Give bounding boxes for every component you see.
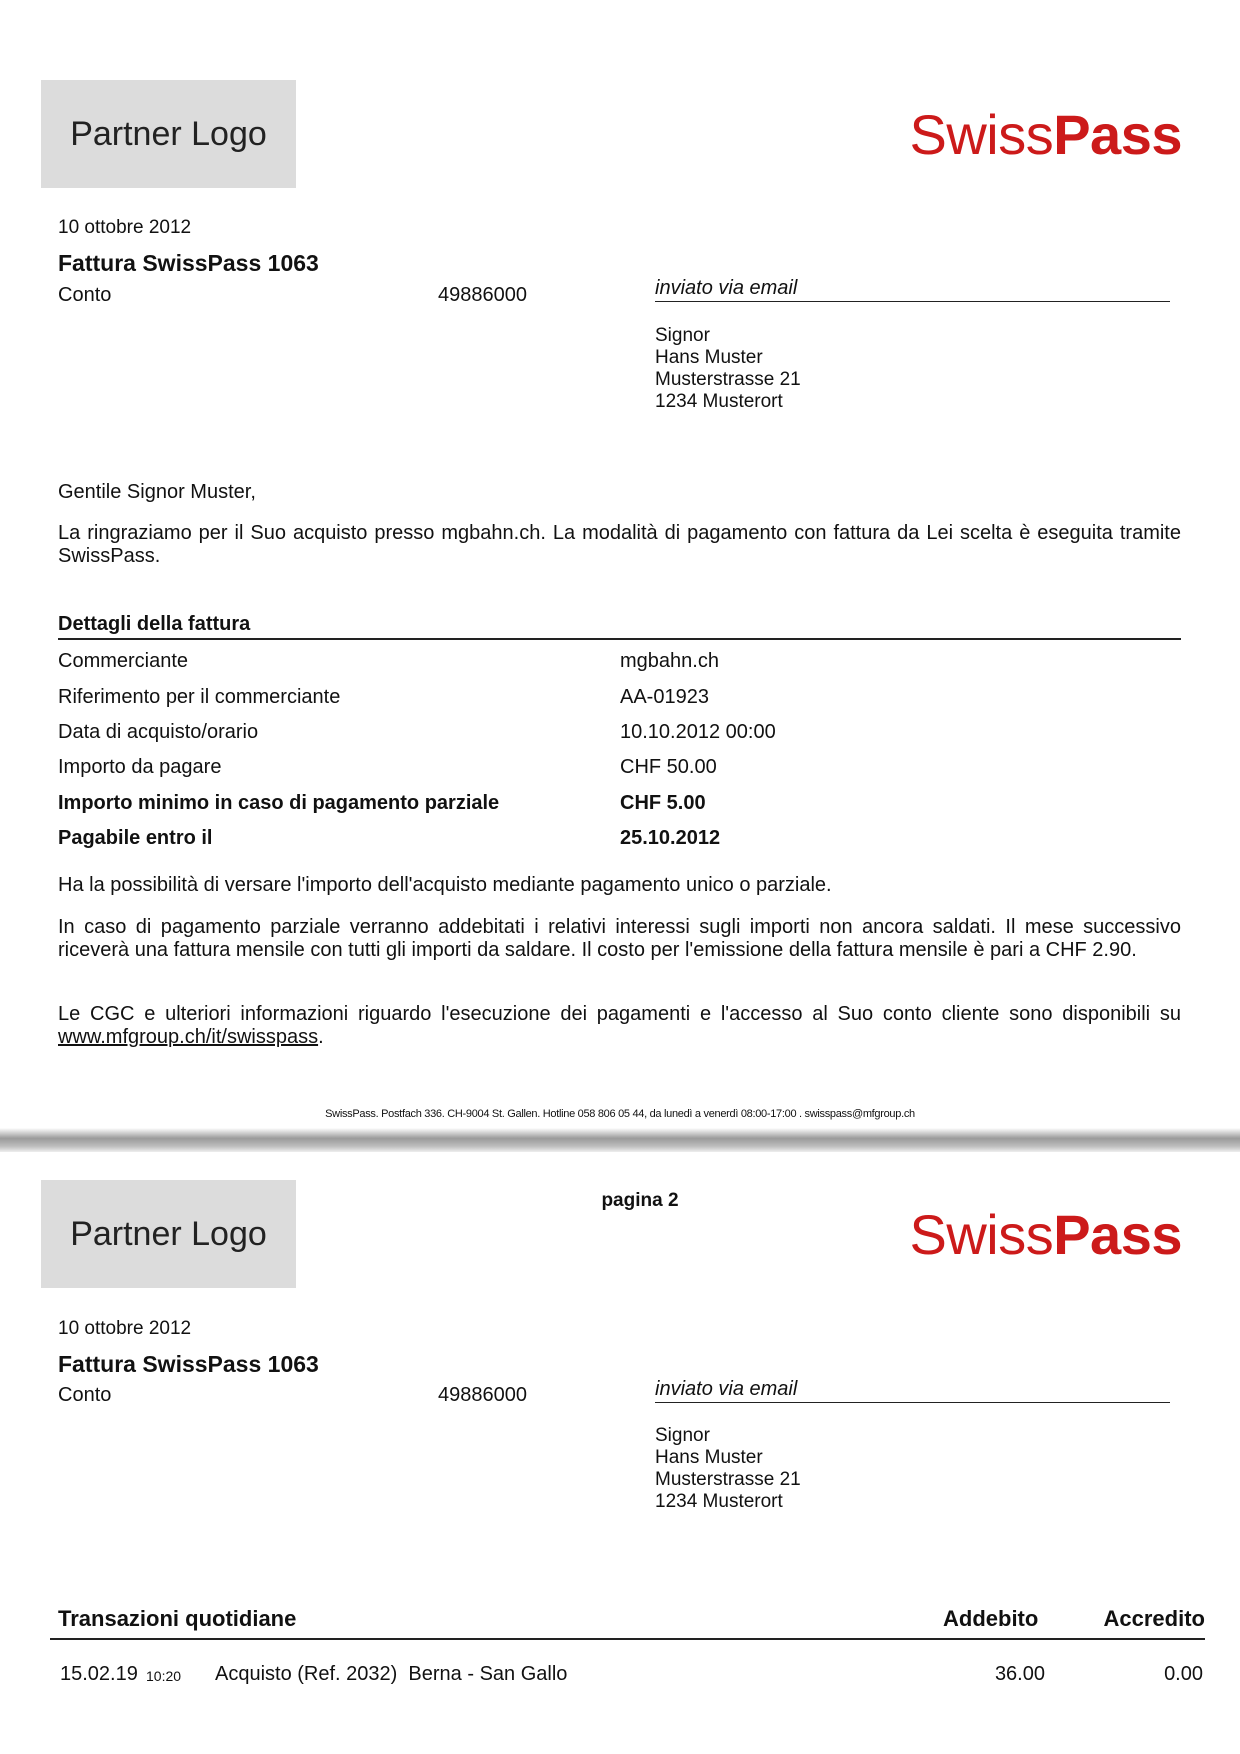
address-line: 1234 Musterort <box>655 391 783 412</box>
invoice-date: 10 ottobre 2012 <box>58 1318 192 1339</box>
payment-info-paragraph: Ha la possibilità di versare l'importo dell'acquisto mediante pagamento unico o parziale. <box>58 874 832 896</box>
detail-label: Importo minimo in caso di pagamento parziale <box>58 792 500 814</box>
terms-link[interactable]: www.mfgroup.ch/it/swisspass <box>58 1026 319 1048</box>
recipient-address <box>655 325 801 413</box>
detail-value: 10.10.2012 00:00 <box>620 721 776 743</box>
invoice-title: Fattura SwissPass 1063 <box>58 250 319 276</box>
invoice-page-2 <box>0 1152 1240 1754</box>
detail-row <box>58 721 1181 751</box>
address-line: 1234 Musterort <box>655 1491 783 1512</box>
transaction-row <box>50 1663 1205 1693</box>
transaction-credit: 0.00 <box>1164 1663 1203 1685</box>
detail-label: Commerciante <box>58 650 189 672</box>
brand-bold: Pass <box>1053 103 1182 166</box>
detail-label: Pagabile entro il <box>58 827 213 849</box>
address-line: Musterstrasse 21 <box>655 369 801 390</box>
detail-value: CHF 5.00 <box>620 792 706 814</box>
address-line: Hans Muster <box>655 1447 763 1468</box>
detail-row <box>58 756 1181 786</box>
greeting: Gentile Signor Muster, <box>58 481 256 503</box>
transactions-header <box>50 1606 1205 1640</box>
sent-via-email: inviato via email <box>655 1378 1170 1403</box>
intro-paragraph: La ringraziamo per il Suo acquisto presso mgbahn.ch. La modalità di pagamento con fattura da Lei scelta è eseguita tramite SwissPass. <box>58 522 1181 567</box>
detail-row <box>58 792 1181 822</box>
brand-bold: Pass <box>1053 1203 1182 1266</box>
detail-label: Importo da pagare <box>58 756 222 778</box>
address-line: Hans Muster <box>655 347 763 368</box>
address-line: Musterstrasse 21 <box>655 1469 801 1490</box>
transaction-debit: 36.00 <box>994 1663 1045 1685</box>
address-line: Signor <box>655 1425 710 1446</box>
address-line: Signor <box>655 325 710 346</box>
debit-column-header: Addebito <box>943 1606 1039 1631</box>
account-number: 49886000 <box>438 284 527 306</box>
page-number: pagina 2 <box>601 1190 679 1211</box>
transaction-date: 15.02.19 <box>60 1663 138 1685</box>
account-number: 49886000 <box>438 1384 527 1406</box>
detail-value: mgbahn.ch <box>620 650 719 672</box>
detail-label: Data di acquisto/orario <box>58 721 259 743</box>
page-footer: SwissPass. Postfach 336. CH-9004 St. Gallen. Hotline 058 806 05 44, da lunedì a venerdì 08:00-17:00 . swisspass@mfgroup.ch <box>325 1108 915 1120</box>
account-label: Conto <box>58 284 112 306</box>
brand-light: Swiss <box>909 1203 1054 1266</box>
detail-value: AA-01923 <box>620 686 709 708</box>
transaction-time: 10:20 <box>146 1668 182 1684</box>
detail-row <box>58 650 1181 680</box>
brand-light: Swiss <box>909 103 1054 166</box>
swisspass-logo <box>909 1202 1182 1267</box>
transaction-description: Acquisto (Ref. 2032) Berna - San Gallo <box>215 1663 568 1685</box>
partial-payment-paragraph: In caso di pagamento parziale verranno addebitati i relativi interessi sugli importi non ancora saldati. Il mese successivo riceverà una fattura mensile con tutti gli importi da saldare. Il costo per l'emissione della fattura mensile è pari a CHF 2.90. <box>58 916 1181 961</box>
detail-row <box>58 686 1181 716</box>
recipient-address <box>655 1425 801 1513</box>
partner-logo: Partner Logo <box>41 1180 296 1288</box>
details-section-title: Dettagli della fattura <box>58 613 1181 640</box>
sent-via-email: inviato via email <box>655 277 1170 302</box>
invoice-date: 10 ottobre 2012 <box>58 217 192 238</box>
terms-end: . <box>318 1026 324 1048</box>
terms-text: Le CGC e ulteriori informazioni riguardo l'esecuzione dei pagamenti e l'accesso al Suo conto cliente sono disponibili su <box>58 1003 1181 1025</box>
terms-paragraph <box>58 1003 1181 1049</box>
partner-logo: Partner Logo <box>41 80 296 188</box>
detail-value: CHF 50.00 <box>620 756 717 778</box>
detail-value: 25.10.2012 <box>620 827 721 849</box>
detail-label: Riferimento per il commerciante <box>58 686 341 708</box>
invoice-title: Fattura SwissPass 1063 <box>58 1351 319 1377</box>
detail-row <box>58 827 1181 857</box>
page-separator <box>0 1128 1240 1154</box>
credit-column-header: Accredito <box>1103 1606 1205 1631</box>
transactions-title: Transazioni quotidiane <box>58 1606 297 1631</box>
swisspass-logo <box>909 102 1182 167</box>
account-label: Conto <box>58 1384 112 1406</box>
